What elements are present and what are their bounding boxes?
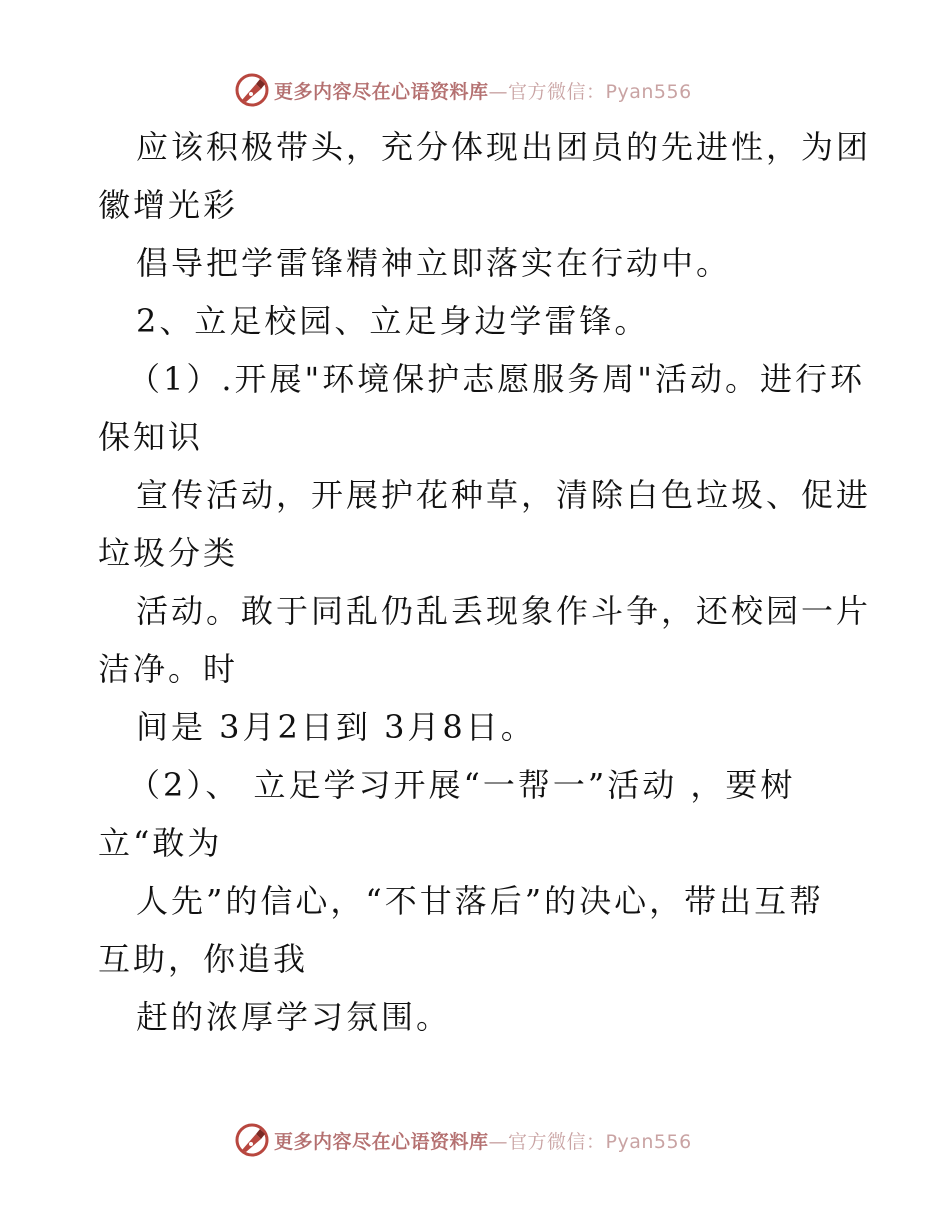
paragraph-line: 赶的浓厚学习氛围。 bbox=[136, 998, 452, 1036]
footer-watermark-banner bbox=[0, 1120, 950, 1160]
paragraph-line: 间是 3月2日到 3月8日。 bbox=[136, 708, 536, 746]
paragraph-line: 宣传活动，开展护花种草，清除白色垃圾、促进 bbox=[136, 476, 872, 514]
paragraph-line: 互助，你追我 bbox=[98, 940, 309, 978]
header-watermark-banner bbox=[0, 70, 950, 110]
paragraph-line: 倡导把学雷锋精神立即落实在行动中。 bbox=[136, 244, 732, 282]
pen-nib-logo-icon bbox=[234, 1122, 270, 1158]
paragraph-line: 应该积极带头，充分体现出团员的先进性，为团 bbox=[136, 128, 872, 166]
paragraph-line: 2、立足校园、立足身边学雷锋。 bbox=[136, 302, 650, 340]
paragraph-line: 垃圾分类 bbox=[98, 534, 239, 572]
document-body bbox=[98, 118, 872, 1046]
pen-nib-logo-icon bbox=[234, 72, 270, 108]
paragraph-line: 活动。敢于同乱仍乱丢现象作斗争，还校园一片 bbox=[136, 592, 872, 630]
paragraph-line: 保知识 bbox=[98, 418, 204, 456]
paragraph-line: 徽增光彩 bbox=[98, 186, 239, 224]
paragraph-line: 洁净。时 bbox=[98, 650, 239, 688]
paragraph-line: （2）、 立足学习开展“一帮一”活动 ，要树 bbox=[128, 766, 796, 804]
paragraph-line: （1）.开展"环境保护志愿服务周"活动。进行环 bbox=[128, 360, 865, 398]
paragraph-line: 人先”的信心，“不甘落后”的决心，带出互帮 bbox=[136, 882, 825, 920]
paragraph-line: 立“敢为 bbox=[98, 824, 223, 862]
watermark-text: 更多内容尽在心语资料库—官方微信：Pyan556 bbox=[274, 80, 692, 103]
watermark-text: 更多内容尽在心语资料库—官方微信：Pyan556 bbox=[274, 1130, 692, 1153]
